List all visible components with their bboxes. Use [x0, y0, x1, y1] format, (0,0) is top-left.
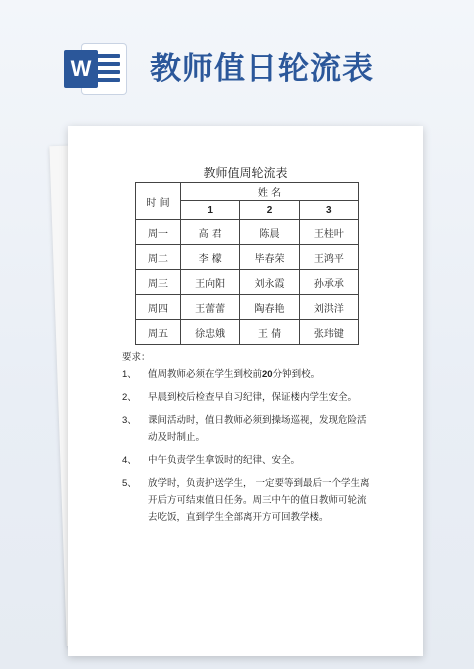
header-name: 姓 名 — [181, 183, 359, 201]
requirements-label: 要求： — [122, 352, 151, 363]
item-text-post: 分钟到校。 — [272, 369, 321, 380]
name-cell: 陈晨 — [240, 220, 299, 245]
roster-table — [135, 182, 359, 345]
day-cell: 周五 — [136, 320, 181, 345]
column-number: 2 — [240, 201, 299, 220]
name-cell: 王向阳 — [181, 270, 240, 295]
item-number: 5、 — [122, 478, 137, 489]
day-cell: 周四 — [136, 295, 181, 320]
item-number: 1、 — [122, 369, 137, 380]
name-cell: 王 倩 — [240, 320, 299, 345]
list-item — [122, 452, 372, 469]
table-row — [136, 320, 359, 345]
item-text: 早晨到校后检查早自习纪律，保证楼内学生安全。 — [148, 392, 358, 403]
name-cell: 孙承承 — [299, 270, 358, 295]
table-row — [136, 220, 359, 245]
day-cell: 周三 — [136, 270, 181, 295]
name-cell: 陶春艳 — [240, 295, 299, 320]
item-text-pre: 值周教师必须在学生到校前 — [148, 369, 263, 380]
item-text: 课间活动时，值日教师必须到操场巡视，发现危险活动及时制止。 — [148, 415, 367, 443]
table-header-row — [136, 183, 359, 201]
list-item — [122, 389, 372, 406]
name-cell: 高 君 — [181, 220, 240, 245]
list-item — [122, 475, 372, 526]
word-badge: W — [64, 50, 98, 88]
name-cell: 毕春荣 — [240, 245, 299, 270]
item-text-bold: 20 — [262, 369, 273, 380]
item-number: 4、 — [122, 455, 137, 466]
header-time: 时 间 — [136, 183, 181, 220]
name-cell: 王鸿平 — [299, 245, 358, 270]
name-cell: 王蕾蕾 — [181, 295, 240, 320]
item-text: 放学时，负责护送学生， 一定要等到最后一个学生离开后方可结束值日任务。周三中午的值日教师可轮流去吃饭，直到学生全部离开方可回教学楼。 — [148, 478, 370, 523]
table-row — [136, 245, 359, 270]
name-cell: 王桂叶 — [299, 220, 358, 245]
item-text: 中午负责学生拿饭时的纪律、安全。 — [148, 455, 301, 466]
requirements-list — [122, 366, 372, 532]
name-cell: 刘永霞 — [240, 270, 299, 295]
name-cell: 刘洪洋 — [299, 295, 358, 320]
column-number: 1 — [181, 201, 240, 220]
item-number: 2、 — [122, 392, 137, 403]
column-number: 3 — [299, 201, 358, 220]
item-number: 3、 — [122, 415, 137, 426]
document-page — [68, 126, 423, 656]
name-cell: 李 檬 — [181, 245, 240, 270]
day-cell: 周二 — [136, 245, 181, 270]
list-item — [122, 366, 372, 383]
document-title: 教师值周轮流表 — [203, 166, 288, 180]
table-row — [136, 295, 359, 320]
banner-title: 教师值日轮流表 — [150, 51, 374, 87]
item-text — [148, 366, 372, 383]
day-cell: 周一 — [136, 220, 181, 245]
word-logo-icon — [64, 44, 128, 94]
name-cell: 徐忠娥 — [181, 320, 240, 345]
table-row — [136, 270, 359, 295]
name-cell: 张玮键 — [299, 320, 358, 345]
list-item — [122, 412, 372, 446]
